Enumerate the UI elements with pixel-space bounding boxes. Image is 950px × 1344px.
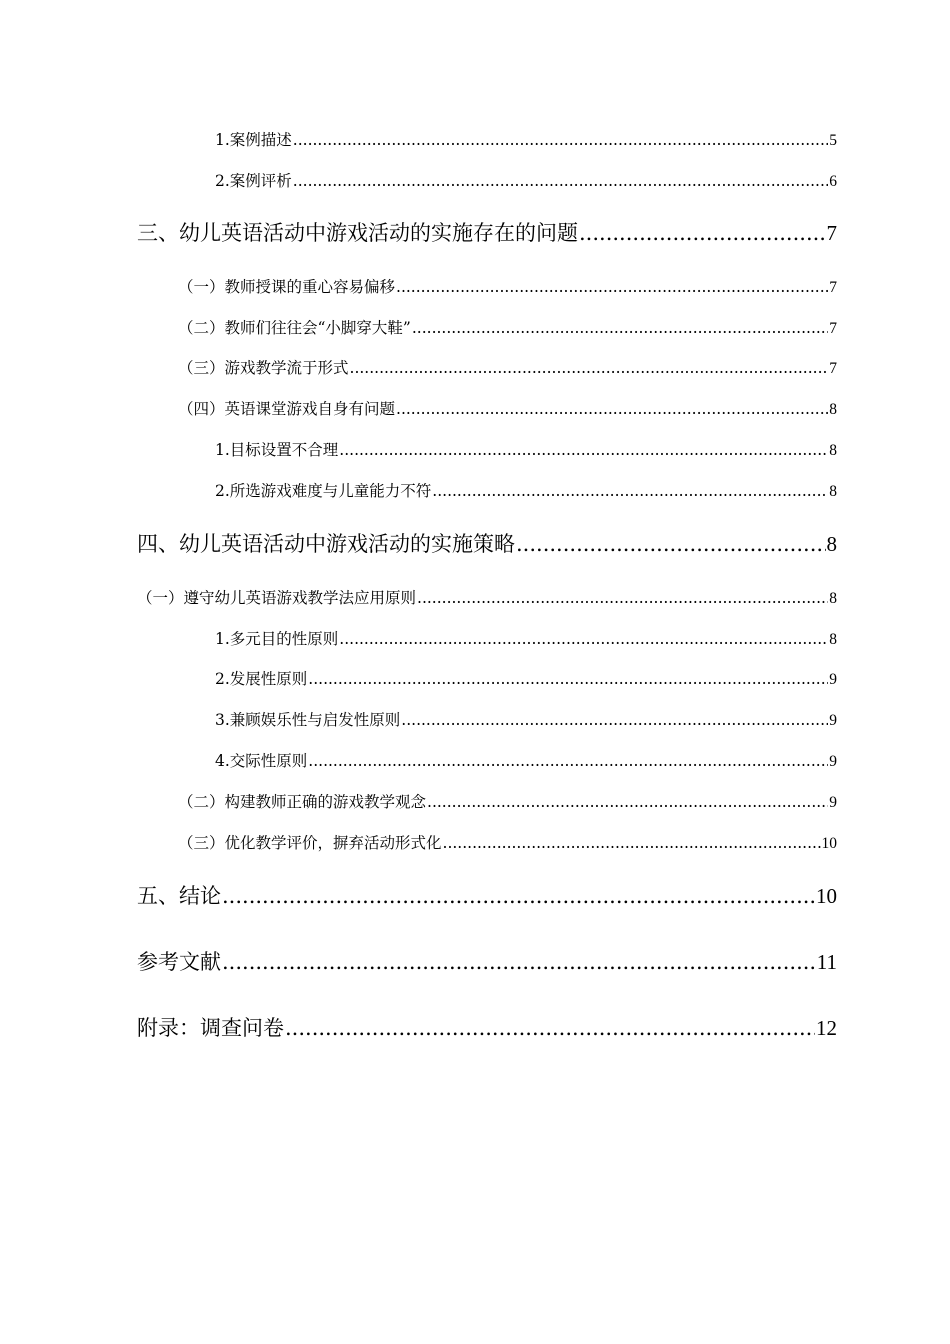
toc-entry-label: 1.多元目的性原则: [215, 630, 339, 648]
toc-entry-page: 7: [829, 360, 837, 377]
toc-entry-page: 7: [826, 221, 837, 245]
toc-entry-page: 8: [829, 401, 837, 418]
toc-entry[interactable]: [178, 356, 837, 378]
toc-entry-page: 8: [829, 590, 837, 607]
toc-entry[interactable]: [137, 880, 837, 910]
toc-dot-leader: [516, 532, 826, 556]
toc-dot-leader: [339, 441, 828, 459]
toc-entry-page: 8: [826, 532, 837, 556]
toc-entry[interactable]: [215, 749, 837, 771]
toc-entry[interactable]: [215, 169, 837, 191]
toc-entry[interactable]: [215, 479, 837, 501]
toc-entry-label: 2.发展性原则: [215, 670, 308, 688]
toc-entry-label: 1.案例描述: [215, 131, 292, 149]
toc-entry[interactable]: [137, 946, 837, 976]
toc-entry[interactable]: [137, 217, 837, 247]
toc-entry-page: 6: [829, 173, 837, 190]
toc-entry-page: 10: [816, 884, 837, 908]
toc-entry-page: 10: [821, 835, 837, 852]
toc-entry-page: 9: [829, 794, 837, 811]
toc-entry-page: 11: [816, 950, 837, 974]
toc-dot-leader: [285, 1016, 815, 1040]
toc-dot-leader: [427, 793, 828, 811]
toc-entry-label: （二）构建教师正确的游戏教学观念: [178, 793, 427, 811]
toc-entry-label: 参考文献: [137, 950, 221, 974]
toc-entry-page: 8: [829, 442, 837, 459]
toc-entry-page: 7: [829, 320, 837, 337]
toc-entry-label: （三）游戏教学流于形式: [178, 359, 349, 377]
toc-entry[interactable]: [178, 275, 837, 297]
toc-entry-label: 三、幼儿英语活动中游戏活动的实施存在的问题: [137, 221, 578, 245]
toc-dot-leader: [339, 630, 828, 648]
toc-entry-label: 3.兼顾娱乐性与启发性原则: [215, 711, 401, 729]
toc-entry[interactable]: [178, 790, 837, 812]
toc-entry-label: （二）教师们往往会“小脚穿大鞋”: [178, 319, 411, 337]
toc-dot-leader: [579, 221, 826, 245]
toc-dot-leader: [222, 950, 816, 974]
toc-dot-leader: [308, 752, 828, 770]
toc-entry-page: 9: [829, 753, 837, 770]
toc-entry[interactable]: [215, 438, 837, 460]
toc-dot-leader: [350, 359, 829, 377]
toc-entry-label: （三）优化教学评价，摒弃活动形式化: [178, 834, 442, 852]
toc-entry[interactable]: [178, 397, 837, 419]
toc-entry-label: 四、幼儿英语活动中游戏活动的实施策略: [137, 532, 515, 556]
toc-entry[interactable]: [137, 1012, 837, 1042]
toc-entry[interactable]: [215, 667, 837, 689]
toc-entry-page: 8: [829, 483, 837, 500]
toc-dot-leader: [396, 278, 828, 296]
toc-dot-leader: [412, 319, 828, 337]
toc-entry-page: 5: [829, 132, 837, 149]
toc-dot-leader: [396, 400, 828, 418]
toc-dot-leader: [443, 834, 821, 852]
toc-entry-page: 8: [829, 631, 837, 648]
toc-entry-label: （四）英语课堂游戏自身有问题: [178, 400, 396, 418]
toc-entry[interactable]: [215, 708, 837, 730]
toc-entry[interactable]: [178, 316, 837, 338]
toc-entry[interactable]: [137, 586, 837, 608]
toc-entry-label: （一）遵守幼儿英语游戏教学法应用原则: [137, 589, 417, 607]
toc-dot-leader: [293, 172, 828, 190]
toc-entry-label: 4.交际性原则: [215, 752, 308, 770]
toc-entry[interactable]: [178, 831, 837, 853]
toc-entry-page: 12: [816, 1016, 837, 1040]
toc-entry[interactable]: [215, 128, 837, 150]
toc-entry-label: （一）教师授课的重心容易偏移: [178, 278, 396, 296]
toc-dot-leader: [401, 711, 828, 729]
toc-dot-leader: [308, 670, 828, 688]
toc-entry-page: 9: [829, 671, 837, 688]
toc-entry-label: 五、结论: [137, 884, 221, 908]
toc-entry-page: 7: [829, 279, 837, 296]
toc-dot-leader: [417, 589, 828, 607]
toc-entry[interactable]: [215, 627, 837, 649]
toc-entry-page: 9: [829, 712, 837, 729]
toc-entry-label: 1.目标设置不合理: [215, 441, 339, 459]
toc-entry-label: 附录：调查问卷: [137, 1016, 284, 1040]
toc-entry-label: 2.案例评析: [215, 172, 292, 190]
toc-dot-leader: [222, 884, 815, 908]
toc-entry[interactable]: [137, 528, 837, 558]
toc-dot-leader: [432, 482, 828, 500]
toc-entry-label: 2.所选游戏难度与儿童能力不符: [215, 482, 432, 500]
toc-dot-leader: [293, 131, 828, 149]
